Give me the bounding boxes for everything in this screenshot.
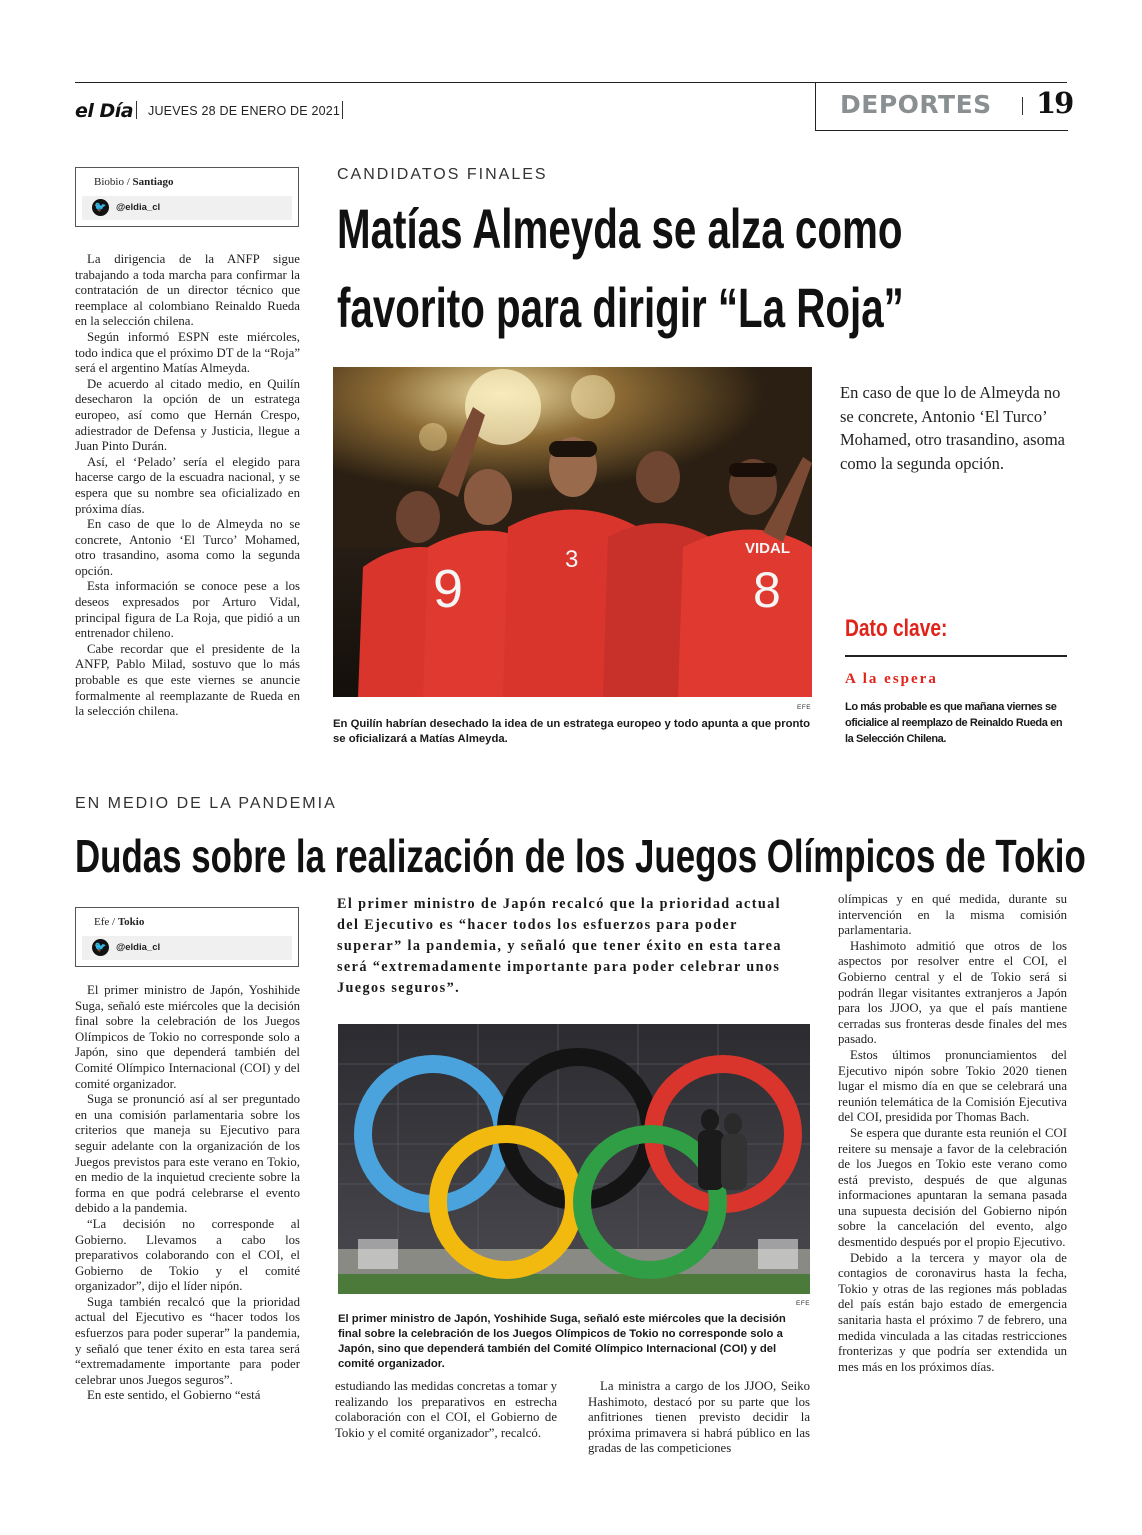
byline-agency-line: Efe / Tokio [94,916,145,928]
issue-date: JUEVES 28 DE ENERO DE 2021 [148,104,341,118]
jersey-number: 9 [433,559,464,619]
twitter-row [82,196,292,220]
key-fact-title: Dato clave: [845,615,948,642]
article2-lead: El primer ministro de Japón recalcó que la prioridad actual del Ejecutivo es “hacer todos los esfuerzos para poder superar” la pandemia, y señaló que tener éxito en esta tarea será “extremadamente importante para poder celebrar unos Juegos seguros”. [337,896,782,996]
header-divider [342,101,343,119]
article1-headline-line1: Matías Almeyda se alza como [337,197,903,260]
article1-headline-line2: favorito para dirigir “La Roja” [337,276,904,339]
photo-credit: EFE [796,1300,811,1307]
byline-box [75,907,299,967]
paragraph: Cabe recordar que el presidente de la ANFP, Pablo Milad, sostuvo que lo más probable es que este viernes se anuncie formalmente al reemplazante de Rueda en la selección chilena. [75,641,300,719]
paragraph: Debido a la tercera y mayor ola de contagios de coronavirus hasta la fecha, Tokio y otras de las regiones más pobladas del país están bajo estado de emergencia sanitaria hasta el próximo 7 de febrero, una medida vinculada a las citadas restricciones fronterizas y que podría ser extendida un mes más en los próximos días. [838,1250,1067,1374]
paragraph: olímpicas y en qué medida, durante su intervención en la misma comisión parlamentaria. [838,892,1067,938]
twitter-handle: @eldia_cl [116,942,161,953]
article2-headline: Dudas sobre la realización de los Juegos Olímpicos de Tokio [75,830,1086,882]
jersey-name: VIDAL [745,540,790,557]
masthead-logo: el Día [75,100,134,122]
twitter-bird-icon: 🐦 [92,199,109,216]
article2-column-1 [75,983,300,1453]
key-fact-text: Lo más probable es que mañana viernes se oficialice al reemplazo de Reinaldo Rueda en la Selección Chilena. [845,701,1063,745]
paragraph: Suga se pronunció así al ser preguntado en una comisión parlamentaria sobre los criterios que maneja su Ejecutivo para seguir adelante con la organización de los Juegos previstos para este verano en Tokio, en medio de la inquietud creciente sobre la forma en que podrá celebrarse el evento debido a la pandemia. [75,1092,300,1216]
article2-kicker: EN MEDIO DE LA PANDEMIA [75,795,337,812]
article2-column-3 [588,1379,810,1457]
paragraph: Según informó ESPN este miércoles, todo indica que el próximo DT de la “Roja” será el argentino Matías Almeyda. [75,329,300,376]
paragraph: La dirigencia de la ANFP sigue trabajando a toda marcha para confirmar la contratación de un director técnico que reemplace al colombiano Reinaldo Rueda en la selección chilena. [75,252,300,329]
article1-body [75,252,300,752]
olympic-rings-image [338,1024,810,1294]
article1-kicker: CANDIDATOS FINALES [337,166,548,183]
paragraph: Estos últimos pronunciamientos del Ejecutivo nipón sobre Tokio 2020 tienen lugar el mismo día en que se celebrará una reunión telemática de la Comisión Ejecutiva del COI, presidida por Thomas Bach. [838,1047,1067,1125]
paragraph: El primer ministro de Japón, Yoshihide Suga, señaló este miércoles que la decisión final sobre la celebración de los Juegos Olímpicos de Tokio no corresponde solo a Japón, sino que dependerá también del Comité Olímpico Internacional (COI) y del comité organizador. [75,983,300,1091]
article1-caption: En Quilín habrían desechado la idea de un estratega europeo y todo apunta a que pronto se oficializará a Matías Almeyda. [333,718,811,745]
paragraph: La ministra a cargo de los JJOO, Seiko Hashimoto, destacó por su parte que los anfitriones tienen previsto decidir la próxima primavera si habrá público en las gradas de las competiciones [588,1379,810,1456]
paragraph: Se espera que durante esta reunión el COI reitere su mensaje a favor de la celebración de los Juegos en Tokio este verano como está previsto, después de que algunas informaciones apuntaran la semana pasada una supuesta decisión del Gobierno nipón sobre la cancelación del evento, algo desmentido después por el propio Ejecutivo. [838,1125,1067,1250]
byline-agency-line: Biobio / Santiago [94,176,174,188]
paragraph: Suga también recalcó que la prioridad actual del Ejecutivo es “hacer todos los esfuerzos para poder superar” la pandemia, y señaló que tener éxito en esta tarea será “extremadamente importante para poder celebrar unos Juegos seguros”. [75,1294,300,1387]
article2-photo [338,1024,810,1294]
paragraph: Hashimoto admitió que otros de los aspectos por resolver entre el COI, el Gobierno central y el de Tokio será si podrán llegar visitantes extranjeros a Japón para los JJOO, ya que el país mantiene cerradas sus fronteras desde finales del mes pasado. [838,938,1067,1047]
article2-column-4 [838,892,1067,1452]
twitter-bird-icon: 🐦 [92,939,109,956]
paragraph: En caso de que lo de Almeyda no se concrete, Antonio ‘El Turco’ Mohamed, otro trasandino, asoma como la segunda opción. [75,517,300,578]
article2-column-2 [335,1379,557,1441]
team-celebration-image [333,367,812,697]
jersey-number: 3 [565,546,579,573]
key-fact-subtitle: A la espera [845,671,938,687]
paragraph: “La decisión no corresponde al Gobierno. Llevamos a cabo los preparativos colaborando con el COI, el Gobierno de Tokio y el comité organizador”, dijo el líder nipón. [75,1216,300,1294]
paragraph: Esta información se conoce pese a los deseos expresados por Arturo Vidal, principal figura de La Roja, que pidió a un entrenador chileno. [75,579,300,641]
jersey-number: 8 [753,562,781,618]
paragraph: estudiando las medidas concretas a tomar y realizando los preparativos en estrecha colaboración con el COI, el Gobierno de Tokio y el comité organizador”, recalcó. [335,1379,557,1440]
article1-pull-quote: En caso de que lo de Almeyda no se concrete, Antonio ‘El Turco’ Mohamed, otro trasandino, asoma como la segunda opción. [840,383,1065,473]
photo-credit: EFE [797,704,812,711]
page-number: 19 [1036,86,1073,120]
twitter-handle: @eldia_cl [116,202,161,213]
twitter-row [82,936,292,960]
article1-photo [333,367,812,697]
paragraph: De acuerdo al citado medio, en Quilín desecharon la opción de un estratega europeo, así como que Hernán Crespo, adiestrador de Defensa y Justicia, llegue a Juan Pinto Durán. [75,376,300,454]
section-name: DEPORTES [840,90,992,119]
paragraph: En este sentido, el Gobierno “está [87,1388,261,1403]
byline-box [75,167,299,227]
paragraph: Así, el ‘Pelado’ sería el elegido para hacerse cargo de la escuadra nacional, y se espera que su nombre sea oficializado en próxima días. [75,454,300,516]
key-fact-rule [845,655,1067,657]
header-divider [136,101,137,119]
article2-caption: El primer ministro de Japón, Yoshihide Suga, señaló este miércoles que la decisión final sobre la celebración de los Juegos Olímpicos de Tokio no corresponde solo a Japón, sino que dependerá también del Comité Olímpico Internacional (COI) y del comité organizador. [338,1313,786,1370]
header-divider [1022,97,1023,115]
